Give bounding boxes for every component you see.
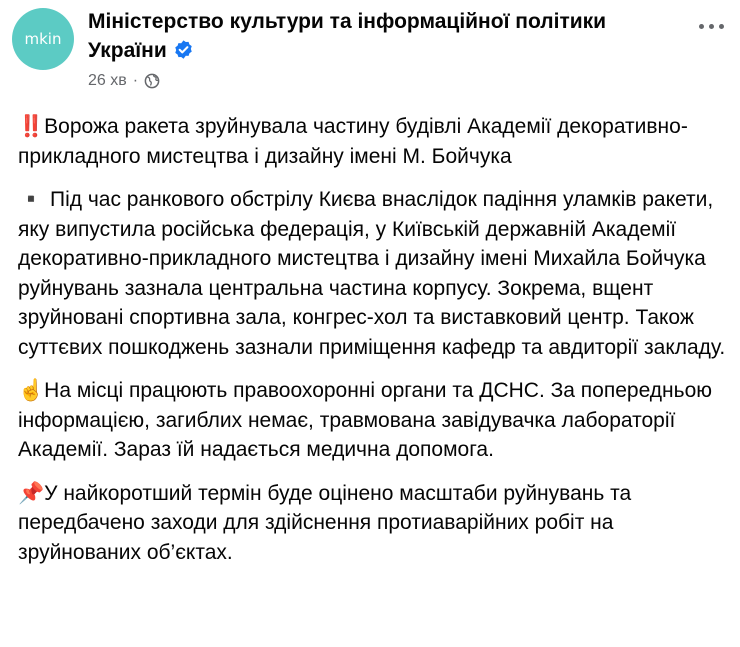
more-dot (709, 24, 714, 29)
post-paragraph (18, 376, 730, 465)
more-options-icon[interactable] (699, 24, 724, 29)
paragraph-text: Під час ранкового обстрілу Києва внаслідок падіння уламків ракети, яку випустила російська федерація, у Київській державній Академії декоративно-прикладного мистецтва і дизайну імені Михайла Бойчука руйнувань зазнала центральна частина корпусу. Зокрема, вщент зруйновані спортивна зала, конгрес-хол та виставковий центр. Також суттєвих пошкоджень зазнали приміщення кафедр та авдиторії закладу. (18, 188, 726, 359)
pushpin-icon: 📌 (18, 480, 45, 505)
more-dot (719, 24, 724, 29)
avatar-logo-text: mkin (24, 30, 62, 48)
post-paragraph (18, 185, 730, 362)
verified-badge-icon (173, 39, 194, 60)
post-text (18, 112, 730, 581)
double-exclamation-icon: ‼️ (18, 114, 45, 138)
post-paragraph (18, 112, 730, 171)
globe-icon[interactable] (144, 73, 160, 89)
black-square-icon: ▪️ (18, 187, 45, 211)
post-meta (88, 72, 160, 90)
pointing-up-icon: ☝️ (18, 378, 45, 402)
post-paragraph (18, 479, 730, 568)
paragraph-text: На місці працюють правоохоронні органи та ДСНС. За попередньою інформацією, загиблих немає, травмована завідувачка лабораторії Академії. Зараз їй надається медична допомога. (18, 379, 713, 461)
post-author[interactable] (88, 7, 688, 65)
meta-separator: · (132, 72, 139, 89)
paragraph-text: Ворожа ракета зруйнувала частину будівлі Академії декоративно-прикладного мистецтва і дизайну імені М. Бойчука (18, 115, 688, 168)
post-timestamp[interactable]: 26 хв (88, 72, 127, 89)
more-dot (699, 24, 704, 29)
page-avatar[interactable] (12, 8, 74, 70)
author-name[interactable]: Міністерство культури та інформаційної політики України (88, 10, 607, 62)
paragraph-text: У найкоротший термін буде оцінено масштаби руйнувань та передбачено заходи для здійснення протиаварійних робіт на зруйнованих об’єктах. (18, 481, 632, 564)
